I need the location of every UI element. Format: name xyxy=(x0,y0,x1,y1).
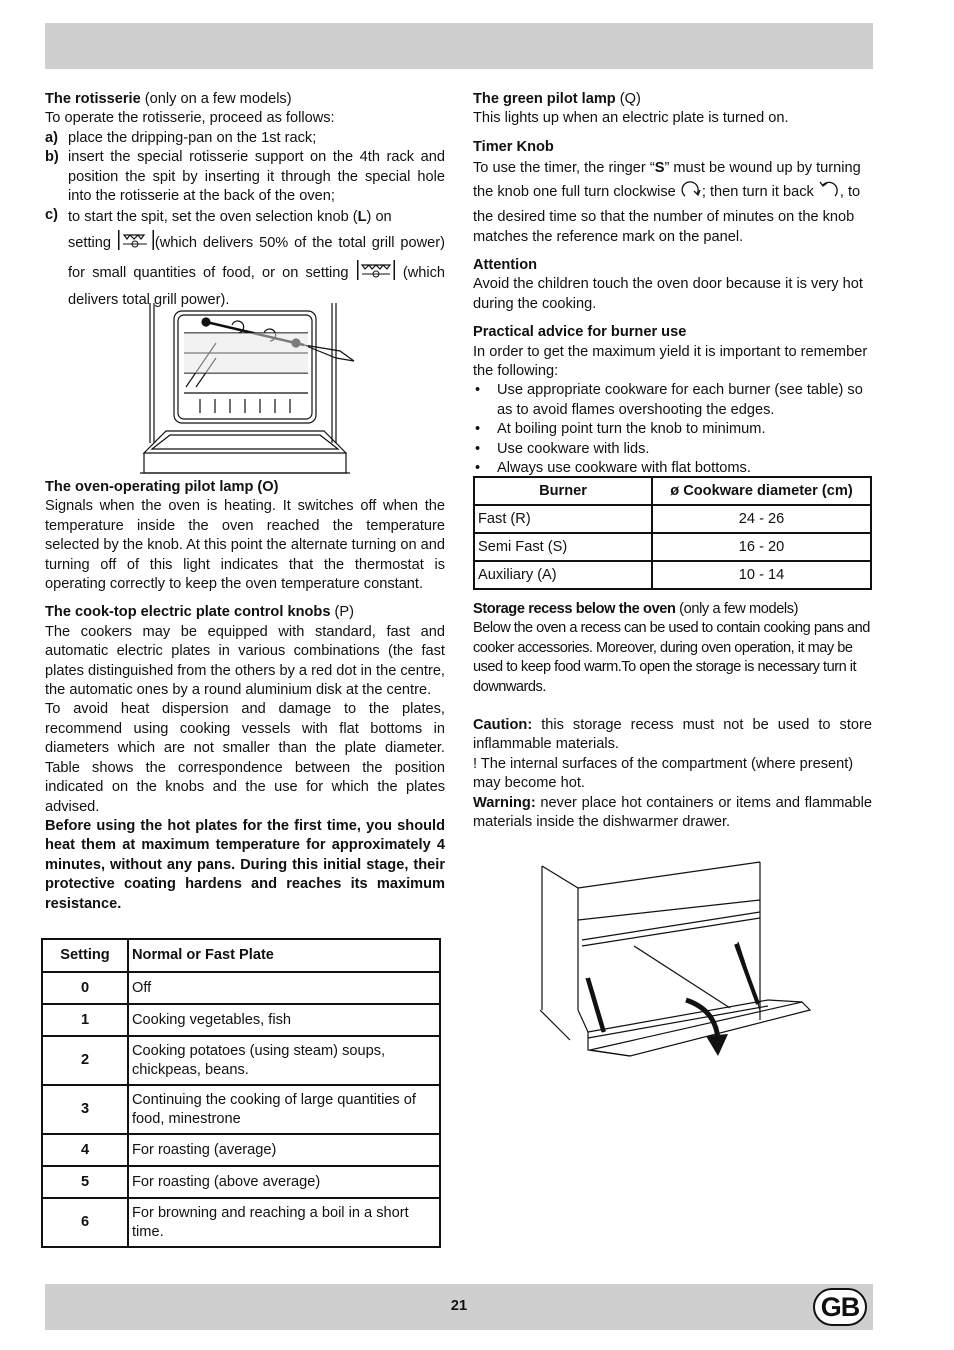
left-column-lower xyxy=(45,478,445,914)
storage-heading: Storage recess below the oven (only a few models) xyxy=(473,601,799,617)
right-column xyxy=(473,90,872,479)
language-badge: GB xyxy=(813,1288,867,1326)
list-item: • Use cookware with lids. xyxy=(475,440,650,457)
timer-heading: Timer Knob xyxy=(473,138,554,155)
green-lamp-heading: The green pilot lamp (Q) xyxy=(473,91,641,107)
oven-lamp-body: Signals when the oven is heating. It switches off when the temperature inside the oven reached the temperature selected by the knob. At this point the alternate turning on and turning off of this light indicates that the thermostat is operating correctly to keep the oven temperature constant. xyxy=(45,498,445,593)
knobs-body-2: To avoid heat dispersion and damage to the plates, recommend using cooking vessels with flat bottoms in diameters which are not smaller than the plate diameter. Table shows the correspondence between the position indicated on the knobs and the use for which the plates advised. xyxy=(45,701,445,815)
list-item: • Use appropriate cookware for each burner (see table) so as to avoid flames overshooting the edges. xyxy=(475,382,863,418)
clockwise-arrow-icon xyxy=(680,180,702,208)
step-a: a) place the dripping-pan on the 1st rack; xyxy=(45,129,317,146)
timer-body-cont: the desired time so that the number of minutes on the knob matches the reference mark on the panel. xyxy=(473,209,855,245)
settings-header-setting: Setting xyxy=(42,939,128,972)
table-row: 2 Cooking potatoes (using steam) soups, chickpeas, beans. xyxy=(42,1036,440,1085)
full-grill-icon xyxy=(356,259,396,289)
step-b: b) insert the special rotisserie support on the 4th rack and position the spit by inserting it through the special hole into the rotisserie at the back of the oven; xyxy=(45,149,445,205)
footer-band xyxy=(45,1284,873,1330)
header-band xyxy=(45,23,873,69)
table-row: 4 For roasting (average) xyxy=(42,1134,440,1166)
list-item: • At boiling point turn the knob to minimum. xyxy=(475,421,766,438)
table-row: 6 For browning and reaching a boil in a short time. xyxy=(42,1198,440,1247)
storage-caution: Caution: this storage recess must not be used to store inflammable materials. xyxy=(473,717,872,753)
table-row: Semi Fast (S) 16 - 20 xyxy=(474,533,871,561)
storage-drawer-illustration xyxy=(540,860,820,1060)
storage-warning: Warning: never place hot containers or items and flammable materials inside the dishwarmer drawer. xyxy=(473,794,872,831)
table-row: Auxiliary (A) 10 - 14 xyxy=(474,561,871,589)
advice-heading: Practical advice for burner use xyxy=(473,324,687,341)
burner-header-diameter: ø Cookware diameter (cm) xyxy=(652,477,871,505)
storage-note: ! The internal surfaces of the compartment (where present) may become hot. xyxy=(473,755,854,792)
burner-table-header xyxy=(474,477,871,505)
table-row: Fast (R) 24 - 26 xyxy=(474,505,871,533)
table-row: 0 Off xyxy=(42,972,440,1004)
knobs-body-1: The cookers may be equipped with standard, fast and automatic electric plates in various combinations (the fast plates distinguished from the others by a red dot in the centre, the automatic ones by a round aluminium disk at the centre. xyxy=(45,623,445,699)
timer-body: To use the timer, the ringer “S” must be wound up by turning the knob one full turn clockwise ; then turn it back , to xyxy=(473,157,872,208)
storage-body: Below the oven a recess can be used to contain cooking pans and cooker accessories. Moreover, during oven operation, it may be used to keep food warm.To open the storage is necessary turn it downwards. xyxy=(473,620,870,695)
rotisserie-intro: To operate the rotisserie, proceed as follows: xyxy=(45,110,335,127)
right-column-lower xyxy=(473,600,872,832)
left-column xyxy=(45,90,445,312)
half-grill-icon xyxy=(117,229,155,259)
rotisserie-heading: The rotisserie (only on a few models) xyxy=(45,91,292,107)
oven-lamp-heading: The oven-operating pilot lamp (O) xyxy=(45,479,279,495)
counterclockwise-arrow-icon xyxy=(818,180,840,208)
table-row: 3 Continuing the cooking of large quantities of food, minestrone xyxy=(42,1085,440,1134)
green-lamp-body: This lights up when an electric plate is turned on. xyxy=(473,110,789,127)
oven-rotisserie-illustration xyxy=(140,303,362,475)
settings-table xyxy=(41,938,441,1248)
burner-header-burner: Burner xyxy=(474,477,652,505)
settings-header-plate: Normal or Fast Plate xyxy=(128,939,440,972)
advice-intro: In order to get the maximum yield it is important to remember the following: xyxy=(473,343,868,380)
attention-body: Avoid the children touch the oven door because it is very hot during the cooking. xyxy=(473,276,863,312)
table-row: 1 Cooking vegetables, fish xyxy=(42,1004,440,1036)
attention-heading: Attention xyxy=(473,257,538,274)
burner-table xyxy=(473,476,872,590)
knobs-heading: The cook-top electric plate control knobs (P) xyxy=(45,604,354,621)
table-row: 5 For roasting (above average) xyxy=(42,1166,440,1198)
settings-table-header xyxy=(42,939,440,972)
knobs-first-use: Before using the hot plates for the first time, you should heat them at maximum temperature for approximately 4 minutes, without any pans. During this initial stage, their protective coating hardens and reaches its maximum resistance. xyxy=(45,817,445,912)
list-item: • Always use cookware with flat bottoms. xyxy=(475,460,751,477)
step-c: c) to start the spit, set the oven selection knob (L) on setting (which delivers 50% of the total grill power) for small quantities of food, or on setting (which delivers total grill power). xyxy=(45,207,446,309)
page-number: 21 xyxy=(450,1298,468,1314)
